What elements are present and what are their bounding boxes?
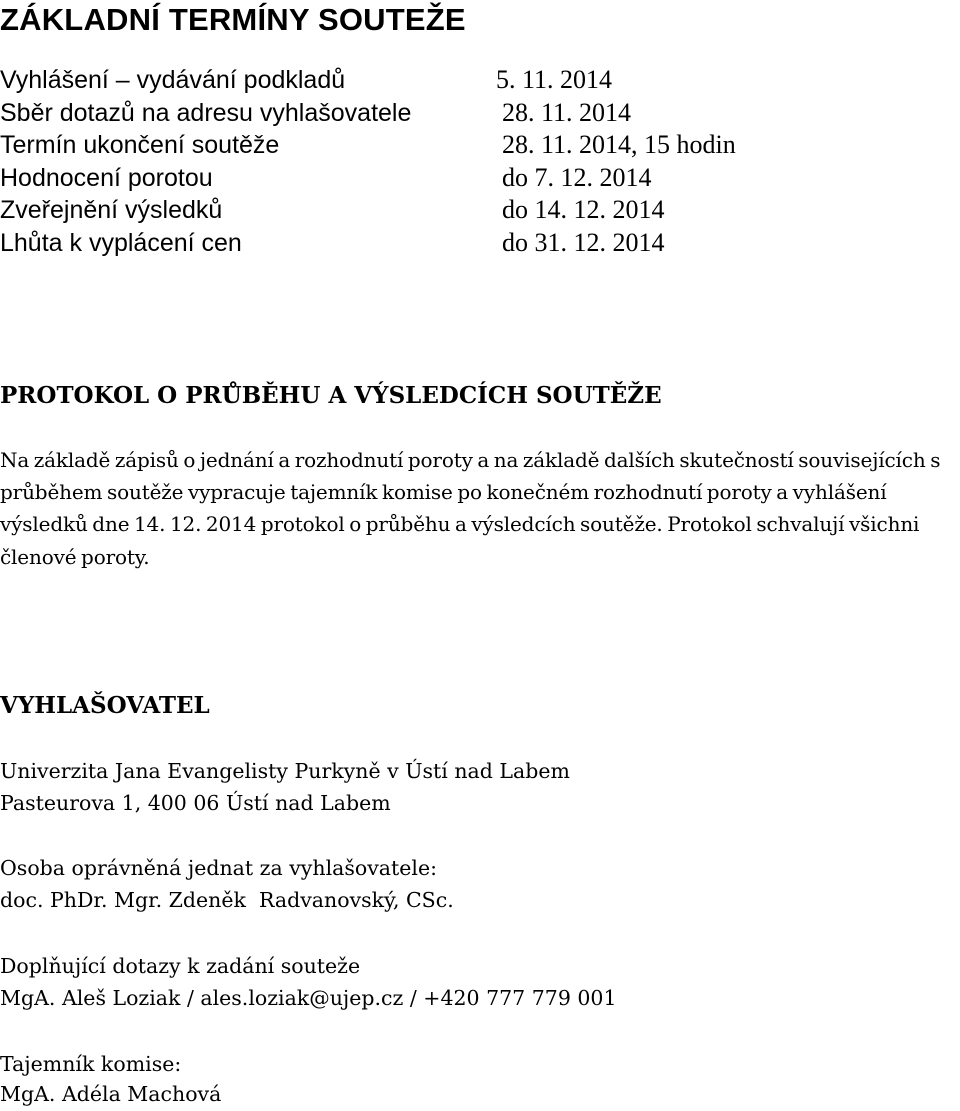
protocol-heading: PROTOKOL O PRŮBĚHU A VÝSLEDCÍCH SOUTĚŽE xyxy=(0,382,662,409)
term-label: Sběr dotazů na adresu vyhlašovatele xyxy=(0,98,412,127)
term-date: do 14. 12. 2014 xyxy=(502,195,665,224)
term-date: 28. 11. 2014 xyxy=(502,97,632,127)
term-row xyxy=(0,227,960,260)
term-row xyxy=(0,129,960,162)
secretary-label: Tajemník komise: xyxy=(0,1052,182,1076)
term-label: Hodnocení porotou xyxy=(0,163,213,192)
queries-contact: MgA. Aleš Loziak / ales.loziak@ujep.cz / +420 777 779 001 xyxy=(0,986,617,1010)
queries-label: Doplňující dotazy k zadání souteže xyxy=(0,954,361,978)
term-label: Lhůta k vyplácení cen xyxy=(0,228,242,257)
term-row xyxy=(0,194,960,227)
page-title: ZÁKLADNÍ TERMÍNY SOUTEŽE xyxy=(0,2,466,37)
term-row xyxy=(0,64,960,97)
term-label: Vyhlášení – vydávání podkladů xyxy=(0,66,346,94)
term-label: Termín ukončení soutěže xyxy=(0,131,280,159)
institution-address: Pasteurova 1, 400 06 Ústí nad Labem xyxy=(0,791,391,815)
term-date: 28. 11. 2014, 15 hodin xyxy=(502,130,736,159)
term-date: do 7. 12. 2014 xyxy=(502,162,652,192)
protocol-text: Na základě zápisů o jednání a rozhodnutí poroty a na základě dalších skutečností souvisejících s průběhem soutěže vypracuje tajemník komise po konečném rozhodnutí poroty a vyhlášení výsledků dne 14. 12. 2014 protokol o průběhu a výsledcích soutěže. Protokol schvalují všichni členové poroty. xyxy=(0,448,941,569)
term-label: Zveřejnění výsledků xyxy=(0,196,223,224)
institution-name: Univerzita Jana Evangelisty Purkyně v Ústí nad Labem xyxy=(0,759,570,783)
announcer-heading: VYHLAŠOVATEL xyxy=(0,692,210,719)
term-date: 5. 11. 2014 xyxy=(496,65,613,94)
term-date: do 31. 12. 2014 xyxy=(502,227,665,257)
term-row xyxy=(0,97,960,130)
term-row xyxy=(0,162,960,195)
terms-list xyxy=(0,64,960,259)
secretary-name: MgA. Adéla Machová xyxy=(0,1082,222,1106)
authorized-person-label: Osoba oprávněná jednat za vyhlašovatele: xyxy=(0,856,437,880)
authorized-person-name: doc. PhDr. Mgr. Zdeněk Radvanovský, CSc. xyxy=(0,888,454,912)
